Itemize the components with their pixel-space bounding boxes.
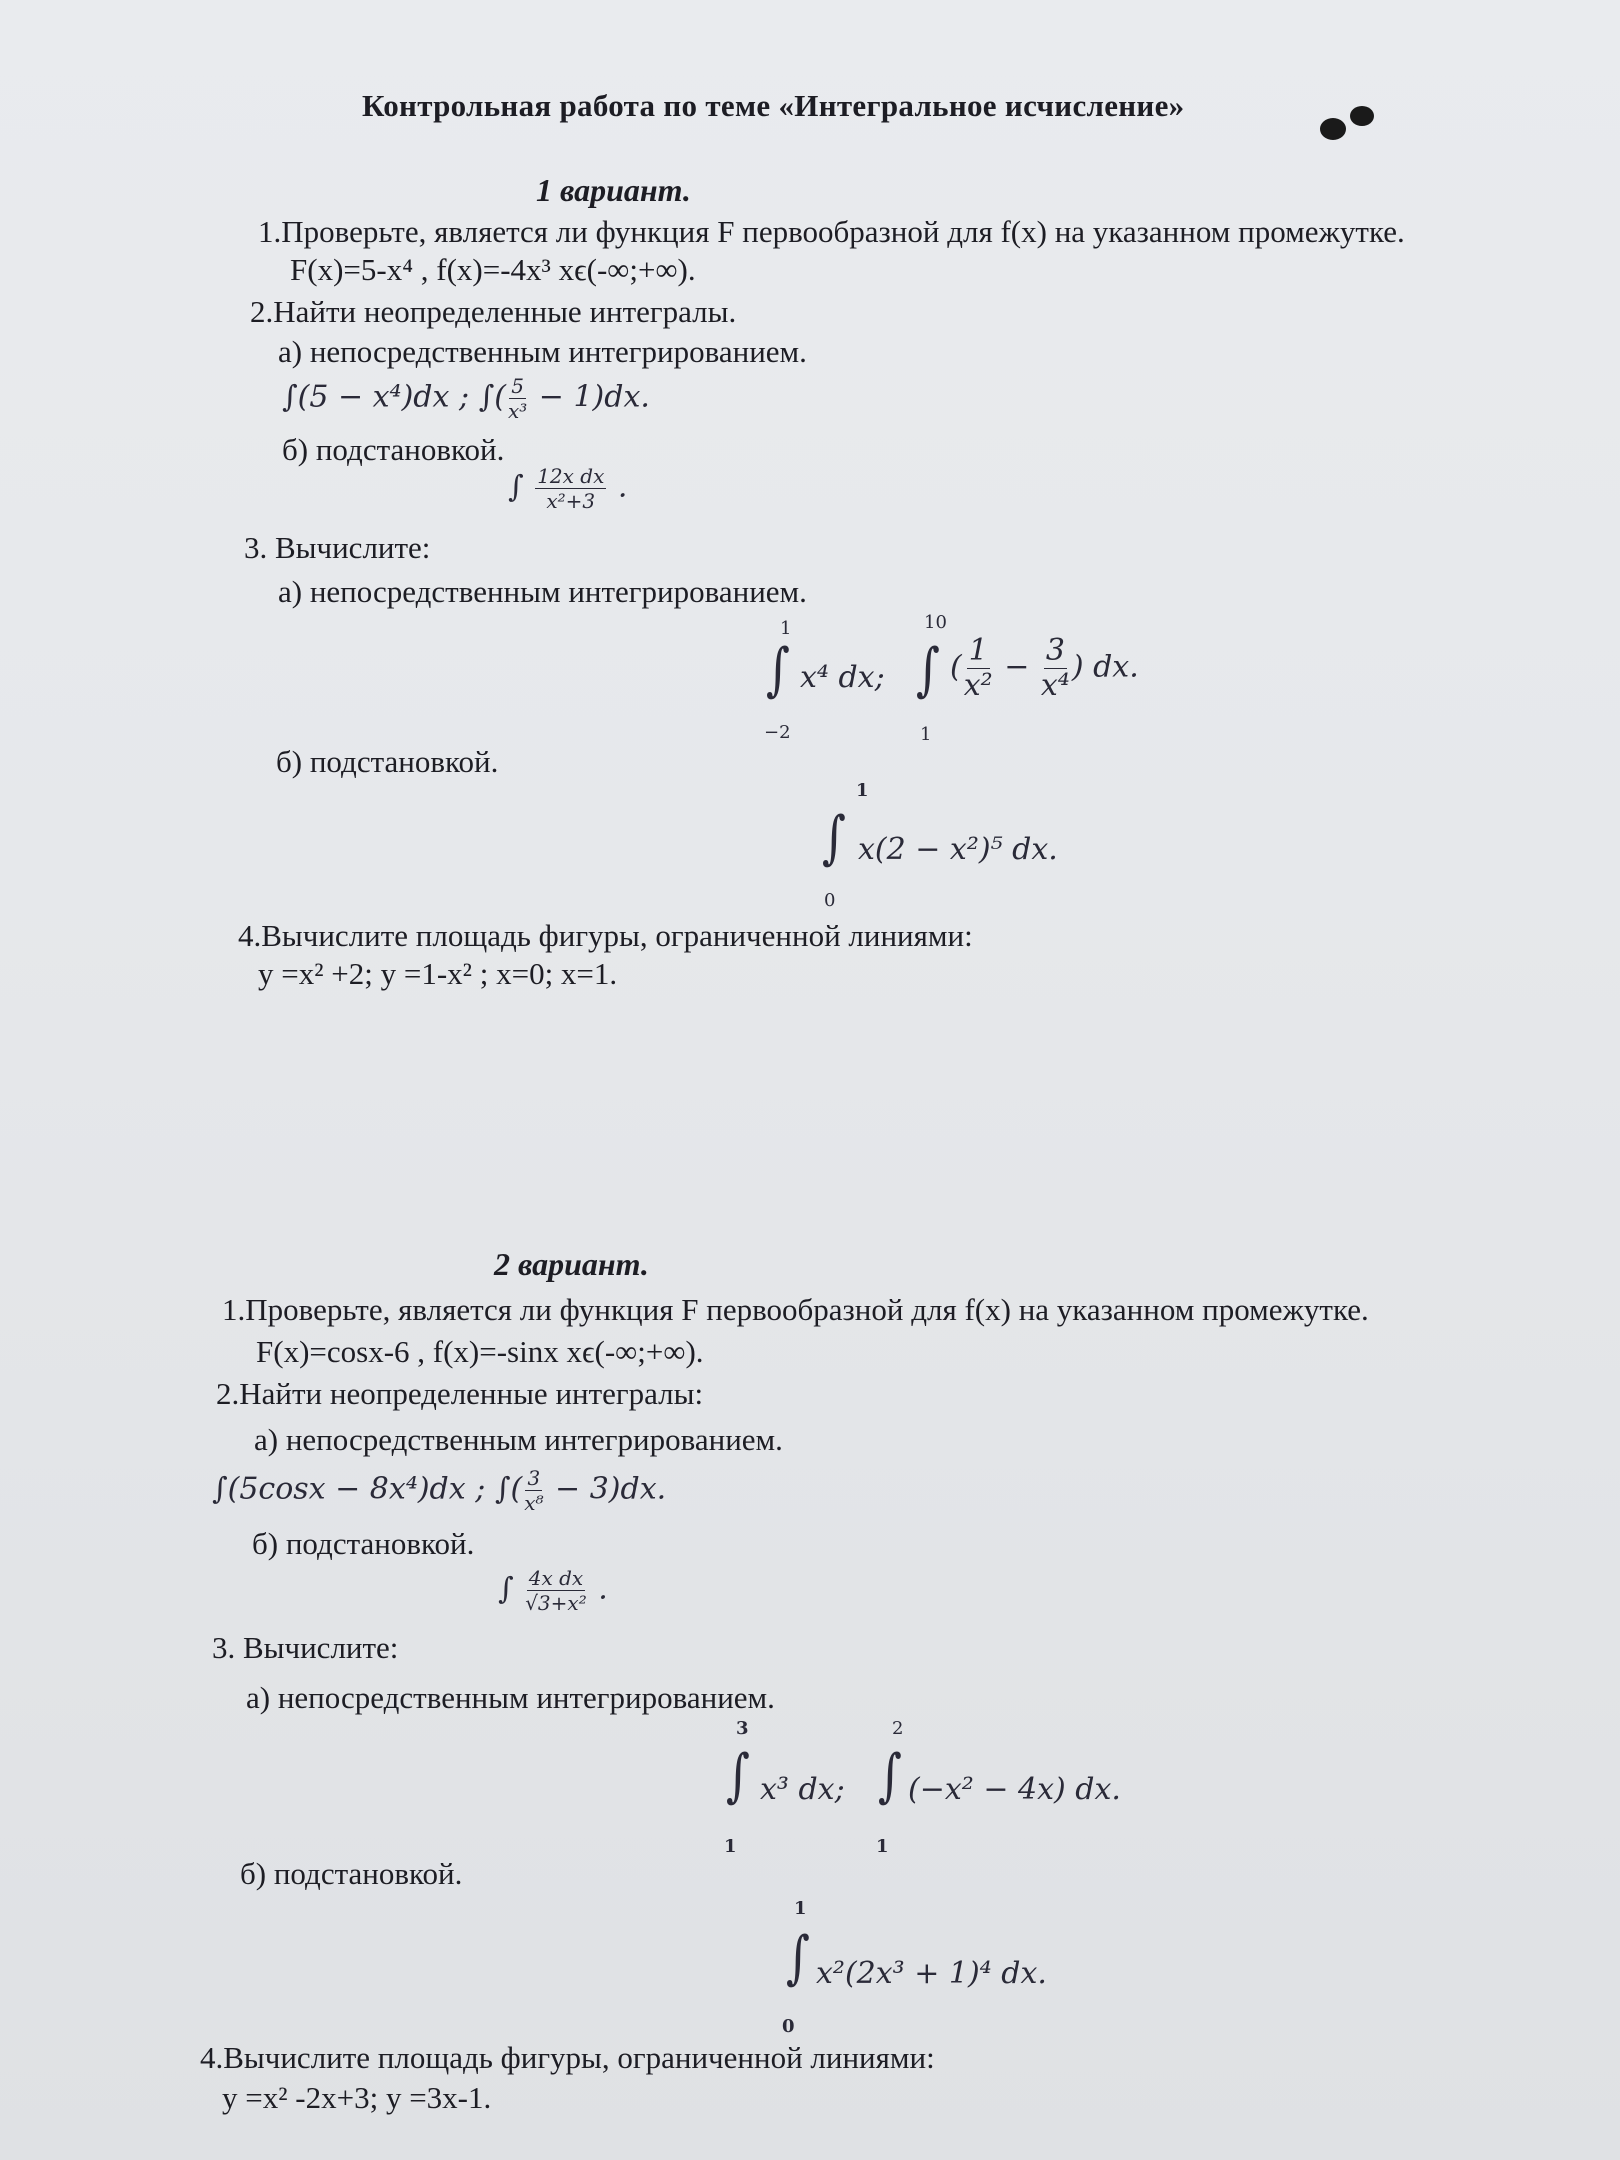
v1-integral-2-end: − 1)dx. <box>538 379 650 415</box>
v2-definite-integral-2: 2 ∫ 1 (−x² − 4x) dx. <box>876 1718 1121 1857</box>
v1-task-3a: а) непосредственным интегрированием. <box>278 574 807 609</box>
v1-integral-2-start: ∫( <box>478 379 506 415</box>
v2-integral-2-end: − 3)dx. <box>555 1471 667 1507</box>
v2-task-1: 1.Проверьте, является ли функция F первообразной для f(x) на указанном промежутке. <box>222 1292 1369 1327</box>
v2-task-2: 2.Найти неопределенные интегралы: <box>216 1376 704 1411</box>
v1-fraction: $\frac{5}{\text{x³}}$ <box>507 374 528 423</box>
v1-task-2b: б) подстановкой. <box>282 432 505 467</box>
v2-task-2b: б) подстановкой. <box>252 1526 475 1561</box>
v1-substitution-definite-integral: 1 ∫ 0 x(2 − x²)⁵ dx. <box>822 780 1058 911</box>
v2-task-4: 4.Вычислите площадь фигуры, ограниченной линиями: <box>200 2040 935 2075</box>
v2-task-1-functions: F(x)=cosx-6 , f(x)=-sinx xϵ(-∞;+∞). <box>256 1334 704 1369</box>
v1-integral-1: ∫(5 − x⁴)dx ; <box>282 379 470 415</box>
v2-task-2a: а) непосредственным интегрированием. <box>254 1422 783 1457</box>
v1-task-3: 3. Вычислите: <box>244 530 431 565</box>
v1-task-3b: б) подстановкой. <box>276 744 499 779</box>
v1-task-2a: а) непосредственным интегрированием. <box>278 334 807 369</box>
variant-2-header: 2 вариант. <box>494 1246 649 1282</box>
v1-task-4: 4.Вычислите площадь фигуры, ограниченной линиями: <box>238 918 973 953</box>
ink-blot <box>1350 106 1374 126</box>
v1-task-1-functions: F(x)=5-x⁴ , f(x)=-4x³ xϵ(-∞;+∞). <box>290 252 696 287</box>
v1-task-2a-integrals <box>282 376 650 421</box>
v2-task-3: 3. Вычислите: <box>212 1630 399 1665</box>
v2-fraction: $\frac{3}{\text{x⁸}}$ <box>524 1466 544 1515</box>
v1-task-1: 1.Проверьте, является ли функция F первообразной для f(x) на указанном промежутке. <box>258 214 1405 249</box>
page-title: Контрольная работа по теме «Интегральное исчисление» <box>362 88 1185 123</box>
v2-substitution-fraction: $\frac{\text{4x dx}}{\text{√3+x²}}$ <box>525 1566 587 1615</box>
v2-substitution-definite-integral: 1 ∫ 0 x²(2x³ + 1)⁴ dx. <box>782 1898 1047 2037</box>
v2-task-2b-integral: ∫ $\frac{\text{4x dx}}{\text{√3+x²}}$ . <box>498 1566 608 1615</box>
v1-task-2: 2.Найти неопределенные интегралы. <box>250 294 737 329</box>
v2-integral-1: ∫(5cosx − 8x⁴)dx ; <box>212 1471 486 1507</box>
v1-task-2b-integral: ∫ $\frac{\text{12x dx}}{\text{x²+3}}$ . <box>508 464 628 513</box>
v1-definite-integral-1: 1 ∫ −2 x⁴ dx; <box>764 618 885 743</box>
v2-task-3a: а) непосредственным интегрированием. <box>246 1680 775 1715</box>
v1-substitution-fraction: $\frac{\text{12x dx}}{\text{x²+3}}$ <box>537 464 605 513</box>
v2-integral-2-start: ∫( <box>494 1471 523 1507</box>
v2-task-3b: б) подстановкой. <box>240 1856 463 1891</box>
ink-blot <box>1320 118 1346 140</box>
v2-task-2a-integrals <box>212 1468 666 1513</box>
v1-definite-integral-2: 10 ∫ 1 ( $\frac{1}{\text{x²}}$ − $\frac{3}{\text{x⁴}}$ ) dx. <box>916 612 1139 745</box>
v2-definite-integral-1: 3 ∫ 1 x³ dx; <box>724 1718 845 1857</box>
v1-task-4-lines: y =x² +2; y =1-x² ; x=0; x=1. <box>258 956 618 991</box>
variant-1-header: 1 вариант. <box>536 172 691 208</box>
v2-task-4-lines: y =x² -2x+3; y =3x-1. <box>222 2080 492 2115</box>
